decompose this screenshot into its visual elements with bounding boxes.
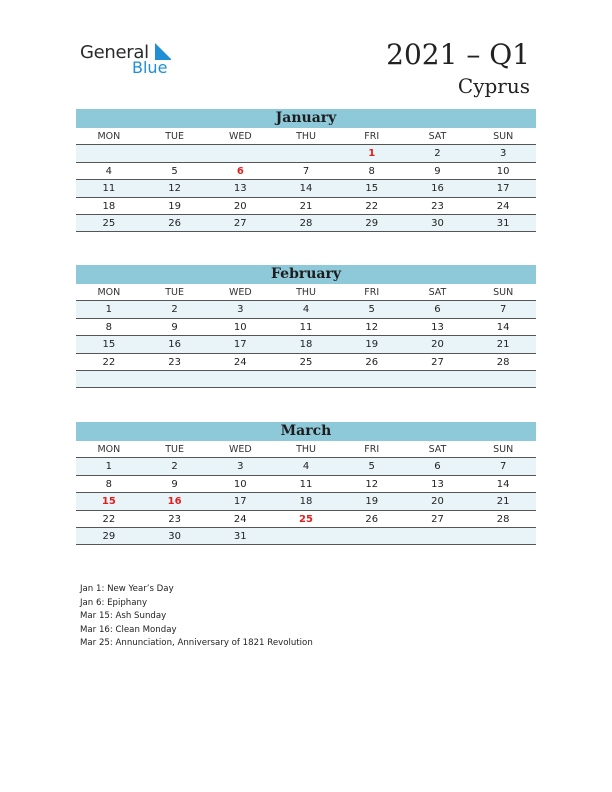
day-cell: 28	[299, 217, 313, 229]
month-calendar-january	[76, 109, 536, 232]
day-cell: 24	[496, 200, 510, 212]
holiday-note: Jan 1: New Year’s Day	[80, 584, 174, 594]
week-row	[76, 371, 536, 388]
day-cell: 7	[499, 461, 507, 473]
holiday-notes	[80, 583, 313, 651]
weekday-header-row	[76, 128, 536, 145]
holiday-note: Jan 6: Epiphany	[80, 597, 148, 608]
day-cell: 18	[299, 496, 313, 508]
page-title: 2021 – Q1	[386, 38, 530, 71]
week-row	[76, 458, 536, 475]
day-cell: 26	[168, 217, 181, 229]
day-cell: 10	[496, 165, 510, 177]
month-header: February	[76, 265, 536, 284]
day-cell	[470, 371, 536, 387]
day-cell: 16	[431, 183, 444, 195]
day-cell: 4	[302, 461, 310, 473]
day-cell: 21	[299, 200, 313, 212]
day-cell: 24	[233, 513, 247, 525]
day-cell: 22	[102, 356, 116, 368]
day-cell: 11	[102, 183, 116, 195]
weekday-label: TUE	[165, 287, 184, 298]
day-cell: 30	[168, 530, 181, 542]
weekday-label: MON	[97, 287, 121, 298]
weekday-label: SUN	[493, 131, 514, 142]
holiday-note: Mar 15: Ash Sunday	[80, 611, 167, 622]
day-cell: 20	[431, 339, 444, 351]
week-row	[76, 476, 536, 493]
day-cell: 13	[431, 478, 444, 490]
day-cell: 5	[368, 304, 375, 316]
day-cell: 8	[105, 321, 113, 333]
weekday-label: FRI	[364, 444, 380, 455]
day-cell: 3	[237, 461, 244, 473]
day-cell: 29	[365, 217, 379, 229]
week-row	[76, 493, 536, 510]
week-row	[76, 301, 536, 318]
month-header: January	[76, 109, 536, 128]
day-cell	[142, 145, 208, 161]
day-cell: 2	[171, 461, 178, 473]
day-cell: 22	[365, 200, 379, 212]
day-cell: 30	[431, 217, 444, 229]
weekday-header-row	[76, 441, 536, 458]
day-cell: 6	[434, 461, 441, 473]
weekday-label: TUE	[165, 131, 184, 142]
day-cell: 4	[302, 304, 310, 316]
week-row	[76, 528, 536, 545]
weekday-label: SUN	[493, 444, 514, 455]
day-cell: 16	[167, 496, 182, 508]
day-cell: 28	[496, 356, 510, 368]
holiday-note: Mar 25: Annunciation, Anniversary of 1821 Revolution	[80, 638, 313, 649]
day-cell: 9	[434, 165, 441, 177]
day-cell: 15	[101, 496, 116, 508]
day-cell: 1	[368, 148, 376, 160]
day-cell: 27	[431, 356, 444, 368]
day-cell: 12	[168, 183, 181, 195]
day-cell: 17	[496, 183, 510, 195]
weekday-label: SUN	[493, 287, 514, 298]
day-cell: 14	[299, 183, 313, 195]
week-row	[76, 163, 536, 180]
day-cell: 2	[434, 148, 441, 160]
week-row	[76, 215, 536, 232]
weekday-label: SAT	[428, 287, 447, 298]
day-cell: 7	[302, 165, 310, 177]
day-cell: 20	[431, 496, 444, 508]
day-cell	[339, 528, 405, 544]
day-cell	[339, 371, 405, 387]
day-cell: 6	[434, 304, 441, 316]
day-cell	[207, 371, 273, 387]
day-cell: 3	[499, 148, 507, 160]
day-cell: 15	[365, 183, 379, 195]
month-header: March	[76, 422, 536, 441]
day-cell: 27	[431, 513, 444, 525]
day-cell: 31	[233, 530, 247, 542]
day-cell: 5	[171, 165, 178, 177]
logo-word-general: General	[80, 42, 149, 63]
general-blue-logo	[80, 42, 180, 82]
day-cell	[207, 145, 273, 161]
day-cell: 19	[365, 339, 379, 351]
day-cell: 25	[299, 356, 313, 368]
day-cell: 21	[496, 339, 510, 351]
holiday-note: Mar 16: Clean Monday	[80, 624, 177, 635]
day-cell: 18	[299, 339, 313, 351]
day-cell: 21	[496, 496, 510, 508]
day-cell: 15	[102, 339, 116, 351]
weekday-label: THU	[296, 444, 316, 455]
week-row	[76, 180, 536, 197]
day-cell: 13	[233, 183, 247, 195]
logo-word-blue: Blue	[132, 58, 168, 77]
day-cell	[76, 145, 142, 161]
day-cell: 19	[365, 496, 379, 508]
day-cell	[273, 371, 339, 387]
day-cell: 10	[233, 478, 247, 490]
day-cell: 28	[496, 513, 510, 525]
day-cell: 24	[233, 356, 247, 368]
day-cell: 2	[171, 304, 178, 316]
day-cell: 9	[171, 478, 178, 490]
week-row	[76, 198, 536, 215]
country-name: Cyprus	[457, 74, 530, 98]
weekday-label: MON	[97, 131, 121, 142]
day-cell: 11	[299, 478, 313, 490]
day-cell: 23	[431, 200, 444, 212]
day-cell: 4	[105, 165, 113, 177]
day-cell: 26	[365, 356, 379, 368]
day-cell: 29	[102, 530, 116, 542]
day-cell: 13	[431, 321, 444, 333]
day-cell: 23	[168, 356, 181, 368]
weekday-label: FRI	[364, 287, 380, 298]
weekday-label: SAT	[428, 444, 447, 455]
weekday-label: THU	[296, 287, 316, 298]
week-row	[76, 511, 536, 528]
day-cell: 6	[236, 165, 244, 177]
weekday-label: MON	[97, 444, 121, 455]
day-cell: 20	[233, 200, 247, 212]
day-cell	[273, 528, 339, 544]
day-cell: 26	[365, 513, 379, 525]
week-row	[76, 354, 536, 371]
day-cell: 17	[233, 496, 247, 508]
day-cell: 17	[233, 339, 247, 351]
day-cell: 8	[368, 165, 375, 177]
month-calendar-march	[76, 422, 536, 545]
weekday-label: THU	[296, 131, 316, 142]
day-cell	[470, 528, 536, 544]
day-cell: 19	[168, 200, 181, 212]
day-cell: 25	[102, 217, 116, 229]
day-cell: 18	[102, 200, 116, 212]
day-cell: 11	[299, 321, 313, 333]
day-cell	[142, 371, 208, 387]
day-cell: 8	[105, 478, 113, 490]
month-calendar-february	[76, 265, 536, 388]
weekday-header-row	[76, 284, 536, 301]
day-cell	[76, 371, 142, 387]
day-cell: 12	[365, 321, 379, 333]
weekday-label: WED	[228, 131, 252, 142]
weekday-label: WED	[228, 287, 252, 298]
weekday-label: WED	[228, 444, 252, 455]
day-cell: 14	[496, 478, 510, 490]
day-cell: 10	[233, 321, 247, 333]
day-cell: 25	[299, 513, 313, 525]
day-cell: 16	[168, 339, 181, 351]
week-row	[76, 336, 536, 353]
day-cell: 7	[499, 304, 507, 316]
day-cell	[405, 528, 471, 544]
week-row	[76, 145, 536, 162]
day-cell: 31	[496, 217, 510, 229]
day-cell: 27	[233, 217, 247, 229]
day-cell	[405, 371, 471, 387]
day-cell: 12	[365, 478, 379, 490]
weekday-label: SAT	[428, 131, 447, 142]
day-cell: 22	[102, 513, 116, 525]
weekday-label: FRI	[364, 131, 380, 142]
day-cell	[273, 145, 339, 161]
day-cell: 23	[168, 513, 181, 525]
day-cell: 5	[368, 461, 375, 473]
weekday-label: TUE	[165, 444, 184, 455]
day-cell: 3	[237, 304, 244, 316]
day-cell: 1	[105, 461, 113, 473]
day-cell: 14	[496, 321, 510, 333]
week-row	[76, 319, 536, 336]
day-cell: 1	[105, 304, 113, 316]
day-cell: 9	[171, 321, 178, 333]
